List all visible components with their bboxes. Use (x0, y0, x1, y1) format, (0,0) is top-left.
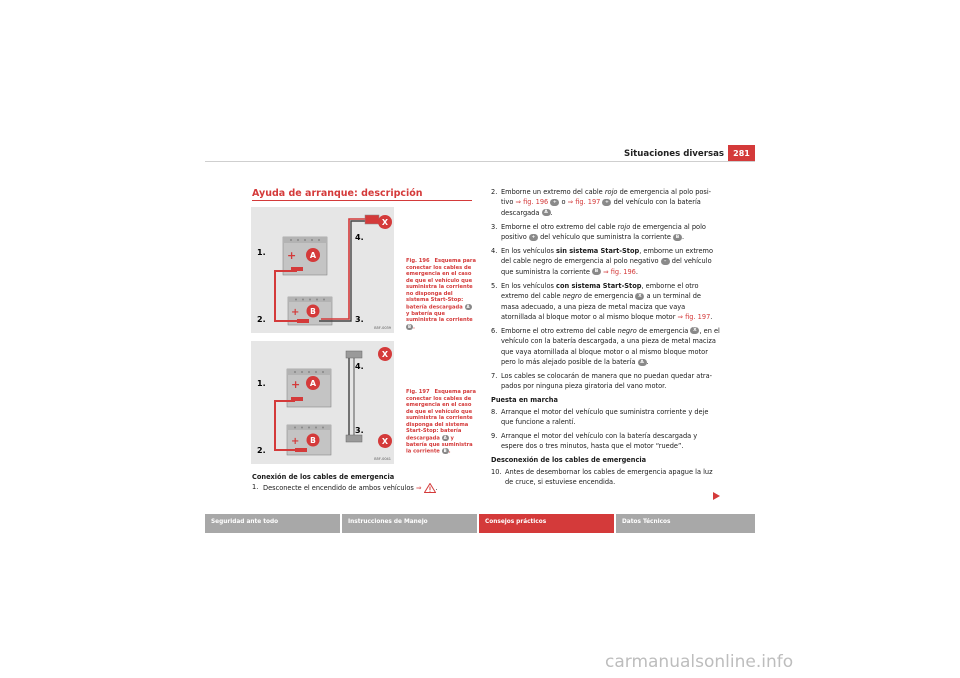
step-4-label: 4. (355, 362, 364, 371)
plus-terminal-icon: + (550, 199, 559, 206)
subheading-start: Puesta en marcha (491, 396, 558, 405)
list-item: 3. Emborne el otro extremo del cable rojo de emergencia al polo positivo + del vehículo que suministra la corriente B . (491, 222, 706, 242)
svg-text:+: + (291, 307, 300, 318)
battery-b-icon: B (592, 268, 601, 275)
plus-terminal-icon: + (529, 234, 538, 241)
chapter-title: Situaciones diversas (624, 149, 724, 159)
battery-a-icon: A (466, 303, 470, 309)
plus-terminal-icon: + (602, 199, 611, 206)
list-item: 9. Arranque el motor del vehículo con la batería descargada y espere dos o tres minutos, hasta que el motor “ruede”. (491, 432, 698, 451)
figure-196-jump-start-diagram (251, 207, 394, 333)
figure-link[interactable]: ⇒ fig. 197 (677, 312, 711, 321)
section-title: Ayuda de arranque: descripción (252, 188, 423, 199)
battery-b-label: B (310, 436, 316, 445)
figure-197-jump-start-diagram (251, 341, 394, 464)
tab-consejos-active[interactable]: Consejos prácticos (479, 514, 614, 533)
battery-a (283, 237, 327, 275)
terminal-x2-label: X (381, 437, 389, 446)
svg-text:+: + (291, 378, 301, 391)
ground-terminal-bottom (346, 435, 362, 442)
figure-code: B5F-0039 (374, 326, 391, 330)
figure-197-caption: Fig. 197 Esquema para conectar los cables de emergencia en el caso de que el vehículo que suministra la corriente disponga del sistema Start-Stop: batería descargada A y batería que suministra la corriente B . (406, 389, 476, 455)
battery-a-icon: A (638, 359, 647, 366)
battery-a-icon: A (443, 434, 447, 440)
terminal-x-label: X (381, 350, 389, 359)
list-item: 5. En los vehículos con sistema Start-Stop, emborne el otro extremo del cable negro de emergencia X a un terminal de masa adecuado, a una pieza de metal maciza que vaya atornillada al bloque motor o al mismo bloque motor ⇒ fig. 197. (491, 281, 713, 321)
list-item: 4. En los vehículos sin sistema Start-Stop, emborne un extremo del cable negro de emergencia al polo negativo – del vehículo que suministra la corriente B ⇒ fig. 196. (491, 247, 713, 276)
figure-link[interactable]: ⇒ fig. 196 (603, 267, 636, 276)
list-item: 7. Los cables se colocarán de manera que no puedan quedar atra-pados por ninguna pieza giratoria del vano motor. (491, 372, 713, 391)
list-item: 1. Desconecte el encendido de ambos vehículos ⇒ . (252, 482, 438, 492)
terminal-x-label: X (381, 218, 389, 227)
step-1-label: 1. (257, 379, 266, 388)
subheading-disconnect: Desconexión de los cables de emergencia (491, 456, 647, 465)
minus-terminal-icon: – (661, 258, 670, 265)
figure-197-svg (251, 341, 394, 464)
list-item: 6. Emborne el otro extremo del cable negro de emergencia X , en el vehículo con la batería descargada, a una pieza de metal maciza que vaya atornillada al bloque motor o al mismo bloque motor pero lo más alejado posible de la batería A . (491, 326, 720, 367)
step-1-label: 1. (257, 248, 266, 257)
battery-b-icon: B (443, 448, 447, 453)
step-3-label: 3. (355, 315, 364, 324)
tab-datos-tecnicos[interactable]: Datos Técnicos (616, 514, 755, 533)
header-divider (205, 161, 755, 162)
section-title-underline (252, 200, 472, 201)
battery-b-label: B (310, 307, 316, 316)
left-column-text (252, 473, 474, 494)
tab-instrucciones[interactable]: Instrucciones de Manejo (342, 514, 477, 533)
svg-text:+: + (287, 249, 297, 262)
list-item: 10. Antes de desembornar los cables de emergencia apague la luz de cruce, si estuviese encendida. (491, 467, 713, 487)
continue-arrow-icon[interactable] (713, 492, 720, 500)
battery-a-icon: A (542, 209, 551, 216)
page-number: 281 (728, 145, 755, 162)
subheading-connection: Conexión de los cables de emergencia (252, 473, 395, 481)
battery-a-label: A (309, 379, 317, 388)
figure-link[interactable]: ⇒ fig. 196 (515, 198, 549, 207)
svg-text:+: + (291, 436, 300, 447)
battery-b-icon: B (673, 234, 682, 241)
tab-seguridad[interactable]: Seguridad ante todo (205, 514, 340, 533)
step-2-label: 2. (257, 315, 266, 324)
figure-196-svg (251, 207, 394, 333)
list-item: 2. Emborne un extremo del cable rojo de emergencia al polo posi-tivo ⇒ fig. 196 + o ⇒ fig. 197 + del vehículo con la batería descargada A . (491, 188, 712, 217)
warning-icon (424, 483, 436, 493)
ground-x-icon: X (690, 327, 699, 334)
cross-reference-link[interactable]: ⇒ (415, 483, 422, 492)
ground-terminal (365, 215, 379, 224)
right-column-text (491, 187, 721, 491)
battery-a-label: A (309, 251, 317, 260)
figure-code: B5F-0041 (374, 457, 391, 461)
ground-terminal-top (346, 351, 362, 358)
figure-link[interactable]: ⇒ fig. 197 (567, 198, 601, 207)
step-4-label: 4. (355, 233, 364, 242)
step-2-label: 2. (257, 446, 266, 455)
list-item: 8. Arranque el motor del vehículo que suministra corriente y deje que funcione a ralentí. (491, 407, 709, 427)
figure-196-caption: Fig. 196 Esquema para conectar los cables de emergencia en el caso de que el vehículo que suministra la corriente no disponga del sistema Start-Stop: batería descargada A y batería que suministra la corriente B . (406, 258, 476, 330)
battery-b-icon: B (407, 323, 412, 329)
step-3-label: 3. (355, 426, 364, 435)
ground-x-icon: X (635, 293, 644, 300)
watermark-text: carmanualsonline.info (605, 652, 794, 672)
